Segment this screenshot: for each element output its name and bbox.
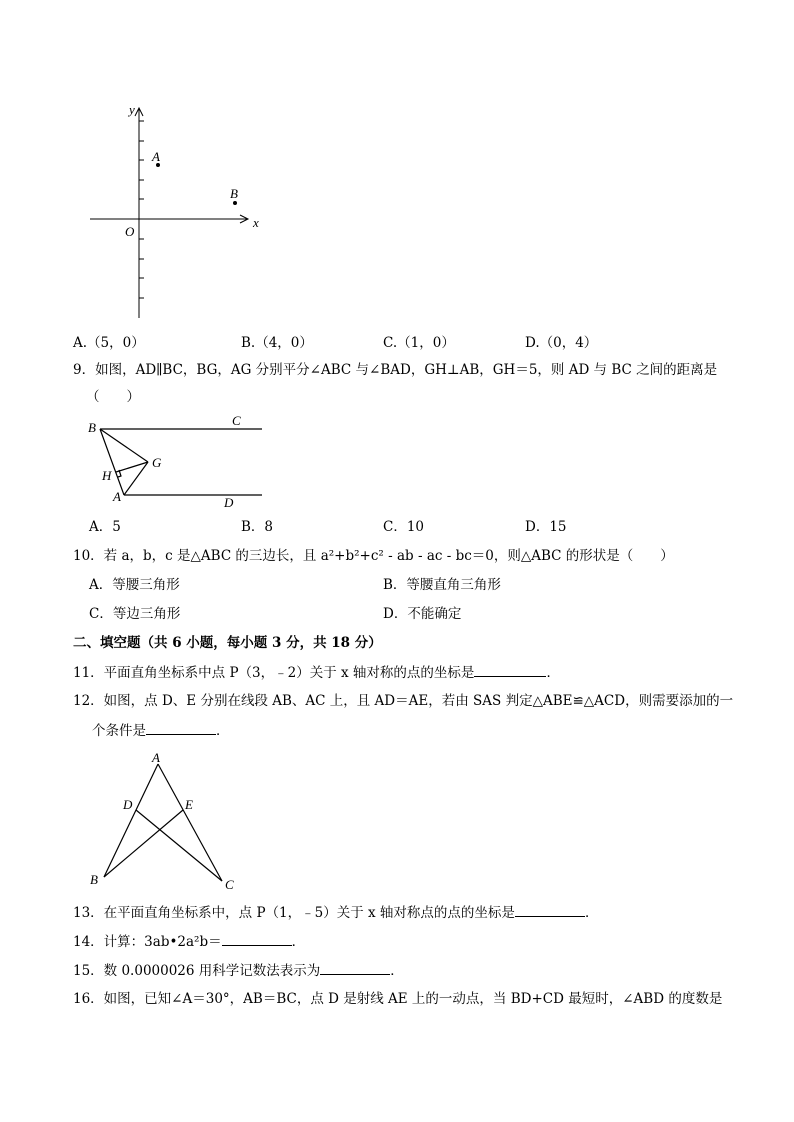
q14 — [73, 931, 305, 952]
q15-answer-blank — [320, 960, 390, 975]
q12-point-a: A — [152, 750, 160, 765]
q13-answer-blank — [515, 902, 585, 917]
q12-line1: 12．如图，点 D、E 分别在线段 AB、AC 上，且 AD＝AE，若由 SAS 判定△ABE≌△ACD，则需要添加的一 — [73, 693, 734, 709]
q14-answer-blank — [222, 931, 292, 946]
q15 — [73, 960, 404, 981]
q10-option-b: B．等腰直角三角形 — [383, 577, 501, 593]
point-b-label: B — [230, 186, 238, 201]
origin-label: O — [125, 224, 135, 239]
q12-point-d: D — [123, 797, 133, 812]
q8-option-c: C.（1，0） — [383, 335, 455, 351]
q9-point-a: A — [113, 489, 121, 504]
q10-option-d: D．不能确定 — [383, 606, 462, 622]
point-a-label: A — [152, 149, 160, 164]
q10-option-a: A．等腰三角形 — [89, 577, 180, 593]
q8-option-d: D.（0，4） — [525, 335, 598, 351]
q13-text: 13．在平面直角坐标系中，点 P（1，﹣5）关于 x 轴对称点的点的坐标是 — [73, 905, 515, 921]
q12-point-e: E — [185, 797, 193, 812]
q9-point-g: G — [152, 455, 162, 470]
section-2-heading: 二、填空题（共 6 小题，每小题 3 分，共 18 分） — [73, 635, 382, 651]
q14-text: 14．计算：3ab•2a²b＝ — [73, 934, 222, 950]
q9-option-b: B．8 — [241, 519, 274, 535]
q10-option-c: C．等边三角形 — [89, 606, 181, 622]
q15-end: ． — [390, 963, 404, 979]
q9-point-d: D — [224, 495, 234, 510]
q8-option-b: B.（4，0） — [241, 335, 313, 351]
q9-option-d: D．15 — [525, 519, 567, 535]
q12-point-c: C — [225, 877, 234, 892]
q15-text: 15．数 0.0000026 用科学记数法表示为 — [73, 963, 321, 979]
q11-text: 11．平面直角坐标系中点 P（3，﹣2）关于 x 轴对称的点的坐标是 — [73, 665, 475, 681]
q14-end: ． — [291, 934, 306, 950]
q16-line: 16．如图，已知∠A＝30°，AB＝BC，点 D 是射线 AE 上的一动点，当 BD+CD 最短时，∠ABD 的度数是 — [73, 991, 723, 1007]
q10-line: 10．若 a，b，c 是△ABC 的三边长，且 a²+b²+c² ‑ ab ‑ ac ‑ bc＝0，则△ABC 的形状是（ ） — [73, 548, 674, 564]
q12-line2-text: 个条件是 — [92, 723, 146, 739]
q9-point-c: C — [232, 413, 241, 428]
q12-end: ． — [216, 723, 230, 739]
q11-end: ． — [546, 665, 560, 681]
x-axis-label: x — [253, 215, 259, 230]
q13-end: ． — [584, 905, 599, 921]
q9-option-c: C．10 — [383, 519, 425, 535]
q9-point-b: B — [88, 420, 96, 435]
q8-option-a: A.（5，0） — [73, 335, 145, 351]
q9-option-a: A．5 — [89, 519, 121, 535]
q9-point-h: H — [102, 468, 112, 483]
y-axis-label: y — [129, 102, 135, 117]
q9-line1: 9．如图，AD∥BC，BG，AG 分别平分∠ABC 与∠BAD，GH⊥AB，GH＝5，则 AD 与 BC 之间的距离是 — [73, 362, 718, 378]
q13 — [73, 902, 598, 923]
q9-paren: （ ） — [86, 389, 140, 405]
q12-point-b: B — [90, 872, 98, 887]
